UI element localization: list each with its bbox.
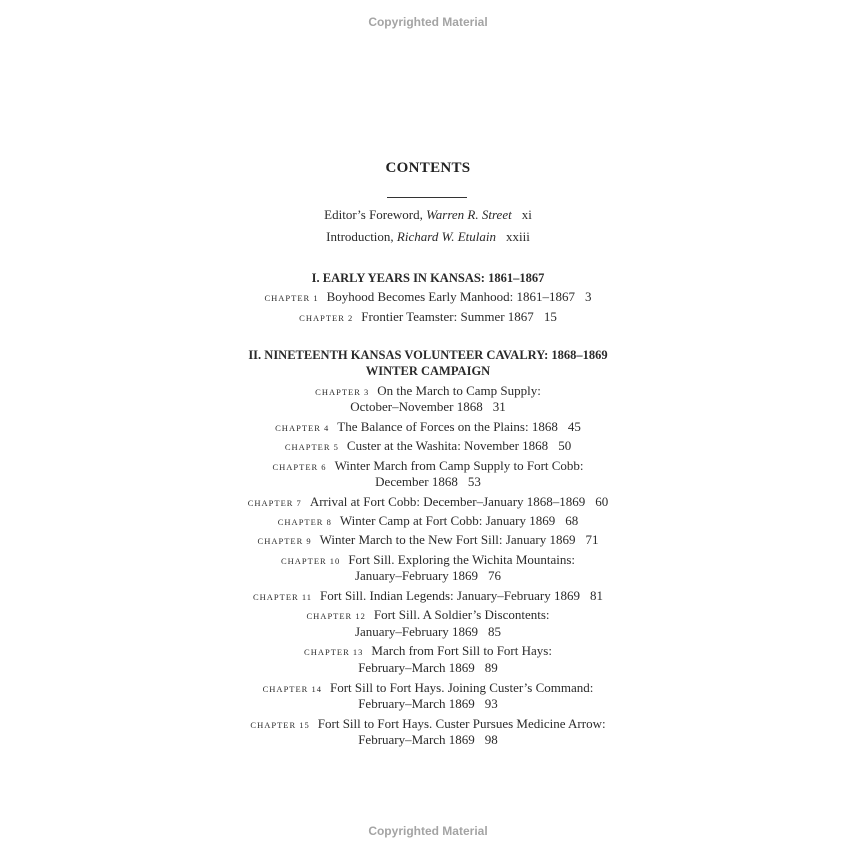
toc-entry-chapter-9[interactable] [0, 532, 856, 549]
toc-entry-chapter-4[interactable] [0, 419, 856, 436]
toc-entry-foreword[interactable] [0, 207, 856, 223]
toc-entry-chapter-15-cont[interactable] [0, 732, 856, 748]
chapter-label: CHAPTER 3 [315, 387, 370, 397]
chapter-page: 89 [484, 660, 498, 675]
chapter-title-cont: January–February 1869 [354, 624, 479, 639]
chapter-title: On the March to Camp Supply: [377, 383, 541, 398]
chapter-title: Fort Sill. Exploring the Wichita Mountains: [348, 552, 576, 567]
entry-author: Richard W. Etulain [396, 229, 496, 244]
chapter-label: CHAPTER 15 [250, 720, 310, 730]
chapter-title: Winter Camp at Fort Cobb: January 1869 [339, 513, 556, 528]
chapter-page: 76 [488, 568, 502, 583]
toc-entry-chapter-13-cont[interactable] [0, 660, 856, 676]
chapter-page: 15 [543, 309, 557, 324]
toc-entry-chapter-14[interactable] [0, 680, 856, 697]
chapter-page: 93 [484, 696, 498, 711]
chapter-title: Arrival at Fort Cobb: December–January 1868–1869 [309, 494, 586, 509]
chapter-label: CHAPTER 9 [257, 536, 312, 546]
chapter-title: March from Fort Sill to Fort Hays: [371, 643, 552, 658]
toc-entry-chapter-10-cont[interactable] [0, 568, 856, 584]
chapter-label: CHAPTER 7 [247, 498, 302, 508]
chapter-title: Boyhood Becomes Early Manhood: 1861–1867 [326, 289, 576, 304]
toc-entry-chapter-5[interactable] [0, 438, 856, 455]
chapter-page: 45 [567, 419, 581, 434]
chapter-label: CHAPTER 13 [304, 647, 364, 657]
toc-entry-chapter-3[interactable] [0, 383, 856, 400]
toc-entry-chapter-2[interactable] [0, 309, 856, 326]
chapter-page: 50 [558, 438, 572, 453]
toc-entry-chapter-7[interactable] [0, 494, 856, 511]
chapter-label: CHAPTER 2 [299, 313, 354, 323]
part-2-heading: II. NINETEENTH KANSAS VOLUNTEER CAVALRY: 1868–1869 [248, 348, 608, 362]
chapter-title: Fort Sill to Fort Hays. Custer Pursues Medicine Arrow: [317, 716, 606, 731]
toc-entry-chapter-13[interactable] [0, 643, 856, 660]
chapter-title: The Balance of Forces on the Plains: 1868 [337, 419, 558, 434]
toc-entry-chapter-15[interactable] [0, 716, 856, 733]
part-2-subheading: WINTER CAMPAIGN [365, 364, 491, 378]
chapter-title-cont: October–November 1868 [350, 399, 483, 414]
toc-entry-chapter-11[interactable] [0, 588, 856, 605]
chapter-title: Fort Sill. Indian Legends: January–February 1869 [320, 588, 580, 603]
toc-entry-chapter-10[interactable] [0, 552, 856, 569]
part-1-heading: I. EARLY YEARS IN KANSAS: 1861–1867 [311, 271, 545, 285]
toc-entry-chapter-8[interactable] [0, 513, 856, 530]
toc-entry-chapter-3-cont[interactable] [0, 399, 856, 415]
watermark-top: Copyrighted Material [368, 15, 488, 29]
entry-text: Introduction, [326, 229, 397, 244]
chapter-label: CHAPTER 8 [277, 517, 332, 527]
chapter-page: 31 [492, 399, 506, 414]
chapter-page: 3 [585, 289, 592, 304]
toc-entry-chapter-12[interactable] [0, 607, 856, 624]
chapter-label: CHAPTER 10 [280, 556, 341, 566]
chapter-title-cont: February–March 1869 [358, 696, 475, 711]
chapter-label: CHAPTER 14 [262, 684, 322, 694]
chapter-page: 81 [590, 588, 603, 603]
entry-text: Editor’s Foreword, [324, 207, 427, 222]
chapter-page: 85 [488, 624, 502, 639]
page-title: CONTENTS [385, 160, 471, 176]
chapter-page: 98 [484, 732, 498, 747]
chapter-page: 71 [585, 532, 599, 547]
chapter-title-cont: February–March 1869 [358, 660, 475, 675]
toc-entry-chapter-14-cont[interactable] [0, 696, 856, 712]
chapter-label: CHAPTER 6 [272, 462, 327, 472]
chapter-title-cont: January–February 1869 [354, 568, 479, 583]
chapter-title: Fort Sill. A Soldier’s Discontents: [373, 607, 550, 622]
toc-entry-chapter-6-cont[interactable] [0, 474, 856, 490]
chapter-title: Fort Sill to Fort Hays. Joining Custer’s Command: [329, 680, 594, 695]
chapter-title: Frontier Teamster: Summer 1867 [361, 309, 534, 324]
chapter-label: CHAPTER 1 [264, 293, 319, 303]
toc-entry-introduction[interactable] [0, 229, 856, 245]
chapter-title-cont: February–March 1869 [358, 732, 475, 747]
toc-entry-chapter-12-cont[interactable] [0, 624, 856, 640]
title-rule [387, 197, 467, 198]
chapter-title: Winter March from Camp Supply to Fort Cobb: [334, 458, 584, 473]
chapter-title-cont: December 1868 [375, 474, 458, 489]
chapter-label: CHAPTER 11 [252, 592, 313, 602]
chapter-title: Winter March to the New Fort Sill: January 1869 [319, 532, 576, 547]
chapter-title: Custer at the Washita: November 1868 [346, 438, 549, 453]
chapter-label: CHAPTER 12 [306, 611, 366, 621]
chapter-page: 53 [467, 474, 481, 489]
chapter-label: CHAPTER 4 [275, 423, 330, 433]
toc-entry-chapter-1[interactable] [0, 289, 856, 306]
entry-author: Warren R. Street [426, 207, 512, 222]
entry-page: xi [521, 207, 532, 222]
watermark-bottom: Copyrighted Material [368, 824, 488, 838]
chapter-page: 60 [595, 494, 609, 509]
chapter-label: CHAPTER 5 [284, 442, 339, 452]
toc-entry-chapter-6[interactable] [0, 458, 856, 475]
chapter-page: 68 [565, 513, 579, 528]
entry-page: xxiii [505, 229, 530, 244]
